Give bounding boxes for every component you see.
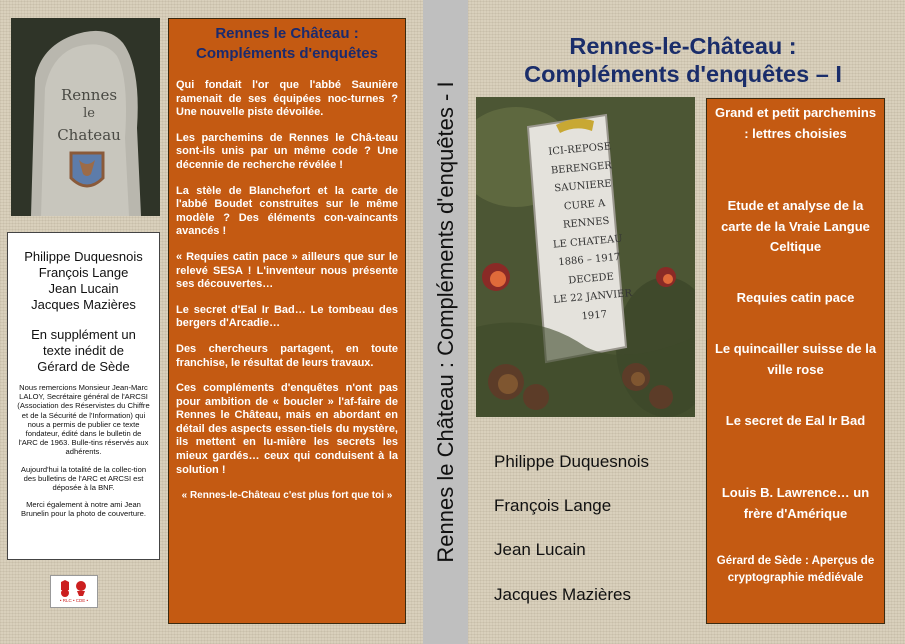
thanks-paragraph: Aujourd'hui la totalité de la collec-tion des bulletins de l'ARC et ARCSI est déposée à la BNF. — [20, 464, 147, 493]
author-name: François Lange — [38, 265, 129, 280]
contents-item: Louis B. Lawrence… un frère d'Amérique — [721, 485, 870, 521]
front-author: Jacques Mazières — [494, 585, 632, 604]
author-name: Philippe Duquesnois — [24, 249, 143, 264]
publisher-logo — [50, 575, 98, 608]
stone-text-line2: le — [83, 106, 95, 121]
blurb-paragraph: La stèle de Blanchefort et la carte de l'abbé Boudet construites sur le même modèle ? Des éléments con-vaincants avancés ! — [176, 184, 398, 238]
stone-text-line1: Rennes — [60, 86, 118, 104]
authors-box — [7, 232, 160, 560]
blurb-paragraph: Qui fondait l'or que l'abbé Saunière ramenait de ses équipées noc-turnes ? Une nouvelle piste dévoilée. — [176, 79, 398, 119]
front-author: Philippe Duquesnois — [494, 452, 649, 471]
inscription-line: CURE A RENNES — [562, 197, 610, 231]
author-name: Jacques Mazières — [31, 297, 136, 312]
supplement-line: Gérard de Sède — [37, 359, 130, 374]
contents-item: Requies catin pace — [736, 290, 855, 305]
blurb-paragraph: Ces compléments d'enquêtes n'ont pas pour ambition de « boucler » l'af-faire de Rennes le Château, mais en abordant en détail des aspects essen-tiels du mystère, ils mettent en lu-mière les secrets les mieux gardés… ceux qui conduisent à la solution ! — [176, 382, 398, 476]
inscription-line: DECEDE — [567, 271, 615, 286]
contents-item: Le quincailler suisse de la ville rose — [714, 341, 877, 377]
contents-panel — [706, 98, 885, 624]
contents-item: Grand et petit parchemins : lettres choisies — [714, 105, 877, 141]
blurb-paragraph: Les parchemins de Rennes le Châ-teau sont-ils unis par un même code ? Une décennie de recherche révélée ! — [176, 131, 398, 171]
stone-photo — [11, 18, 160, 216]
contents-item: Gérard de Sède : Aperçus de cryptographie médiévale — [716, 555, 875, 584]
inscription-line: SAUNIERE — [553, 178, 613, 195]
front-title-line1: Rennes-le-Château : — [569, 33, 797, 59]
front-author: Jean Lucain — [494, 540, 586, 559]
thanks-paragraph: Nous remercions Monsieur Jean-Marc LALOY, Secrétaire général de l'ARCSI (Association des Réservistes du Chiffre et de la Sécurité de l'Information) qui nous a permis de publier ce texte fondateur, édité dans le bulletin de l'ARC de 1963. Bulle-tins réservés aux adhérents. — [17, 383, 150, 457]
book-spine — [423, 0, 468, 644]
spine-title: Rennes le Château : Compléments d'enquêtes - I — [432, 81, 458, 563]
back-cover — [0, 0, 423, 644]
blurb-paragraph: Des chercheurs partagent, en toute franchise, le résultat de leurs travaux. — [176, 342, 398, 369]
supplement-line: texte inédit de — [43, 343, 124, 358]
inscription-line: BERENGER — [550, 159, 613, 177]
blurb-paragraph: Le secret d'Eal Ir Bad… Le tombeau des bergers d'Arcadie… — [176, 303, 398, 330]
inscription-line: LE CHATEAU — [552, 233, 624, 251]
stone-text-line3: Chateau — [57, 126, 121, 144]
blurb-paragraph: « Requies catin pace » ailleurs que sur le relevé SESA ! L'inventeur nous présente ses découvertes… — [176, 250, 398, 291]
blurb-panel — [168, 18, 406, 624]
front-author: François Lange — [494, 496, 612, 515]
inscription-line: ICI-REPOSE — [547, 141, 612, 158]
grave-photo — [476, 97, 695, 417]
supplement-line: En supplément un — [31, 327, 136, 342]
front-title-line2: Compléments d'enquêtes – I — [524, 61, 842, 87]
thanks-paragraph: Merci également à notre ami Jean Brunelin pour la photo de couverture. — [21, 500, 146, 519]
contents-item: Le secret de Eal Ir Bad — [725, 413, 866, 428]
contents-item: Etude et analyse de la carte de la Vraie Langue Celtique — [721, 198, 870, 254]
logo-text: • RLC • CDE • — [59, 598, 89, 603]
supplement-note — [8, 327, 159, 375]
grave-inscription — [534, 137, 640, 329]
inscription-line: 1917 — [581, 308, 608, 322]
blurb-title: Rennes le Château : Compléments d'enquêtes — [196, 25, 378, 62]
blurb-tagline: « Rennes-le-Château c'est plus fort que toi » — [181, 490, 393, 502]
author-name: Jean Lucain — [48, 281, 119, 296]
inscription-line: LE 22 JANVIER — [552, 287, 633, 306]
inscription-line: 1886 – 1917 — [557, 251, 621, 269]
front-title — [478, 32, 888, 88]
